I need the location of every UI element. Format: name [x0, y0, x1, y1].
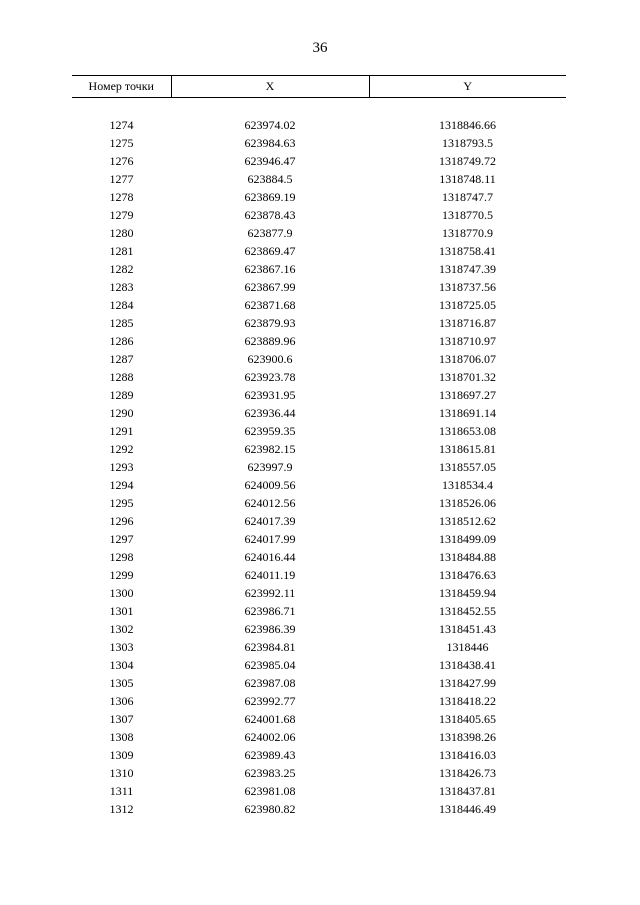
- cell-x: 623986.39: [244, 622, 296, 636]
- table-row: [72, 116, 566, 134]
- table-row: [72, 602, 566, 620]
- cell-x: 624017.39: [244, 514, 296, 528]
- cell-point-number: 1293: [109, 460, 134, 474]
- cell-x: 623997.9: [247, 460, 293, 474]
- table-row: [72, 710, 566, 728]
- cell-y: 1318446: [446, 640, 489, 654]
- header-row: [72, 76, 566, 98]
- cell-y: 1318846.66: [439, 118, 496, 132]
- table-row: [72, 134, 566, 152]
- table-row: [72, 692, 566, 710]
- coordinates-table: [72, 75, 566, 818]
- cell-point-number: 1299: [109, 568, 134, 582]
- cell-y: 1318484.88: [439, 550, 496, 564]
- cell-point-number: 1307: [109, 712, 134, 726]
- cell-y: 1318747.39: [439, 262, 496, 276]
- cell-x: 623871.68: [244, 298, 296, 312]
- cell-x: 623923.78: [244, 370, 296, 384]
- spacer-row: [72, 98, 566, 117]
- cell-y: 1318748.11: [439, 172, 496, 186]
- cell-x: 623878.43: [244, 208, 296, 222]
- cell-point-number: 1305: [109, 676, 134, 690]
- cell-x: 623867.16: [244, 262, 296, 276]
- cell-point-number: 1292: [109, 442, 134, 456]
- cell-point-number: 1308: [109, 730, 134, 744]
- cell-y: 1318710.97: [439, 334, 496, 348]
- cell-point-number: 1282: [109, 262, 134, 276]
- table-row: [72, 620, 566, 638]
- table-row: [72, 728, 566, 746]
- table-row: [72, 404, 566, 422]
- cell-x: 623889.96: [244, 334, 296, 348]
- table-row: [72, 422, 566, 440]
- table-row: [72, 152, 566, 170]
- cell-point-number: 1286: [109, 334, 134, 348]
- cell-x: 623989.43: [244, 748, 296, 762]
- cell-point-number: 1310: [109, 766, 134, 780]
- cell-x: 623946.47: [244, 154, 296, 168]
- cell-y: 1318557.05: [439, 460, 496, 474]
- cell-point-number: 1278: [109, 190, 134, 204]
- table-row: [72, 746, 566, 764]
- cell-y: 1318476.63: [439, 568, 496, 582]
- cell-point-number: 1304: [109, 658, 134, 672]
- cell-x: 624011.19: [244, 568, 296, 582]
- cell-x: 623879.93: [244, 316, 296, 330]
- cell-x: 623959.35: [244, 424, 296, 438]
- cell-point-number: 1276: [109, 154, 134, 168]
- table-row: [72, 260, 566, 278]
- cell-y: 1318405.65: [439, 712, 496, 726]
- header-y: Y: [369, 76, 566, 98]
- cell-point-number: 1285: [109, 316, 134, 330]
- cell-x: 624001.68: [244, 712, 296, 726]
- table-row: [72, 332, 566, 350]
- table-row: [72, 494, 566, 512]
- header-x: X: [171, 76, 369, 98]
- cell-point-number: 1274: [109, 118, 134, 132]
- cell-x: 623900.6: [247, 352, 293, 366]
- table-row: [72, 350, 566, 368]
- table-row: [72, 278, 566, 296]
- cell-y: 1318701.32: [439, 370, 496, 384]
- cell-y: 1318534.4: [442, 478, 493, 492]
- table-row: [72, 440, 566, 458]
- cell-y: 1318416.03: [439, 748, 496, 762]
- cell-y: 1318697.27: [439, 388, 496, 402]
- cell-point-number: 1298: [109, 550, 134, 564]
- cell-point-number: 1296: [109, 514, 134, 528]
- cell-x: 623983.25: [244, 766, 296, 780]
- cell-y: 1318451.43: [439, 622, 496, 636]
- cell-y: 1318499.09: [439, 532, 496, 546]
- cell-point-number: 1291: [109, 424, 134, 438]
- cell-x: 624012.56: [244, 496, 296, 510]
- cell-x: 623980.82: [244, 802, 296, 816]
- cell-point-number: 1281: [109, 244, 134, 258]
- table-row: [72, 530, 566, 548]
- table-header: [72, 76, 566, 98]
- cell-point-number: 1289: [109, 388, 134, 402]
- cell-point-number: 1283: [109, 280, 134, 294]
- cell-y: 1318758.41: [439, 244, 496, 258]
- table-row: [72, 674, 566, 692]
- table-row: [72, 314, 566, 332]
- spacer-cell: [72, 98, 566, 117]
- cell-y: 1318737.56: [439, 280, 496, 294]
- cell-x: 624016.44: [244, 550, 296, 564]
- table-row: [72, 368, 566, 386]
- table-row: [72, 638, 566, 656]
- cell-point-number: 1300: [109, 586, 134, 600]
- cell-x: 623992.77: [244, 694, 296, 708]
- cell-point-number: 1279: [109, 208, 134, 222]
- cell-point-number: 1295: [109, 496, 134, 510]
- cell-x: 623869.47: [244, 244, 296, 258]
- cell-y: 1318459.94: [439, 586, 496, 600]
- table-row: [72, 242, 566, 260]
- table-row: [72, 224, 566, 242]
- cell-x: 623984.63: [244, 136, 296, 150]
- cell-y: 1318398.26: [439, 730, 496, 744]
- cell-point-number: 1294: [109, 478, 134, 492]
- cell-point-number: 1280: [109, 226, 134, 240]
- table-row: [72, 458, 566, 476]
- cell-point-number: 1277: [109, 172, 134, 186]
- cell-x: 624002.06: [244, 730, 296, 744]
- table-row: [72, 800, 566, 818]
- cell-point-number: 1312: [109, 802, 134, 816]
- cell-x: 623984.81: [244, 640, 296, 654]
- table-row: [72, 476, 566, 494]
- cell-x: 623986.71: [244, 604, 296, 618]
- cell-x: 624017.99: [244, 532, 296, 546]
- cell-y: 1318747.7: [442, 190, 493, 204]
- cell-point-number: 1284: [109, 298, 134, 312]
- cell-y: 1318793.5: [442, 136, 493, 150]
- cell-point-number: 1302: [109, 622, 134, 636]
- cell-x: 623869.19: [244, 190, 296, 204]
- cell-y: 1318418.22: [439, 694, 496, 708]
- cell-y: 1318446.49: [439, 802, 496, 816]
- cell-x: 623884.5: [247, 172, 293, 186]
- cell-point-number: 1303: [109, 640, 134, 654]
- cell-x: 623936.44: [244, 406, 296, 420]
- cell-x: 623974.02: [244, 118, 296, 132]
- table-row: [72, 584, 566, 602]
- cell-x: 623992.11: [244, 586, 296, 600]
- table-row: [72, 386, 566, 404]
- cell-x: 623877.9: [247, 226, 293, 240]
- page-number: 36: [312, 40, 328, 56]
- cell-point-number: 1275: [109, 136, 134, 150]
- cell-y: 1318770.9: [442, 226, 493, 240]
- table-row: [72, 782, 566, 800]
- table-row: [72, 296, 566, 314]
- cell-point-number: 1309: [109, 748, 134, 762]
- cell-y: 1318427.99: [439, 676, 496, 690]
- cell-point-number: 1301: [109, 604, 134, 618]
- cell-y: 1318438.41: [439, 658, 496, 672]
- cell-x: 623982.15: [244, 442, 296, 456]
- table-row: [72, 656, 566, 674]
- cell-y: 1318526.06: [439, 496, 496, 510]
- cell-y: 1318691.14: [439, 406, 496, 420]
- table-body: [72, 98, 566, 819]
- table-row: [72, 512, 566, 530]
- cell-x: 623987.08: [244, 676, 296, 690]
- cell-point-number: 1297: [109, 532, 134, 546]
- cell-point-number: 1287: [109, 352, 134, 366]
- cell-y: 1318615.81: [439, 442, 496, 456]
- cell-point-number: 1290: [109, 406, 134, 420]
- cell-y: 1318749.72: [439, 154, 496, 168]
- cell-y: 1318452.55: [439, 604, 496, 618]
- cell-x: 623931.95: [244, 388, 296, 402]
- cell-y: 1318512.62: [439, 514, 496, 528]
- cell-y: 1318706.07: [439, 352, 496, 366]
- table-row: [72, 764, 566, 782]
- cell-y: 1318770.5: [442, 208, 493, 222]
- cell-y: 1318653.08: [439, 424, 496, 438]
- table-row: [72, 188, 566, 206]
- cell-y: 1318437.81: [439, 784, 496, 798]
- header-point-number: Номер точки: [72, 76, 171, 98]
- cell-x: 623867.99: [244, 280, 296, 294]
- cell-y: 1318426.73: [439, 766, 496, 780]
- cell-x: 624009.56: [244, 478, 296, 492]
- cell-x: 623985.04: [244, 658, 296, 672]
- cell-point-number: 1311: [109, 784, 134, 798]
- table-row: [72, 206, 566, 224]
- cell-x: 623981.08: [244, 784, 296, 798]
- table-row: [72, 548, 566, 566]
- table-row: [72, 566, 566, 584]
- cell-point-number: 1306: [109, 694, 134, 708]
- cell-y: 1318716.87: [439, 316, 496, 330]
- cell-y: 1318725.05: [439, 298, 496, 312]
- table-row: [72, 170, 566, 188]
- cell-point-number: 1288: [109, 370, 134, 384]
